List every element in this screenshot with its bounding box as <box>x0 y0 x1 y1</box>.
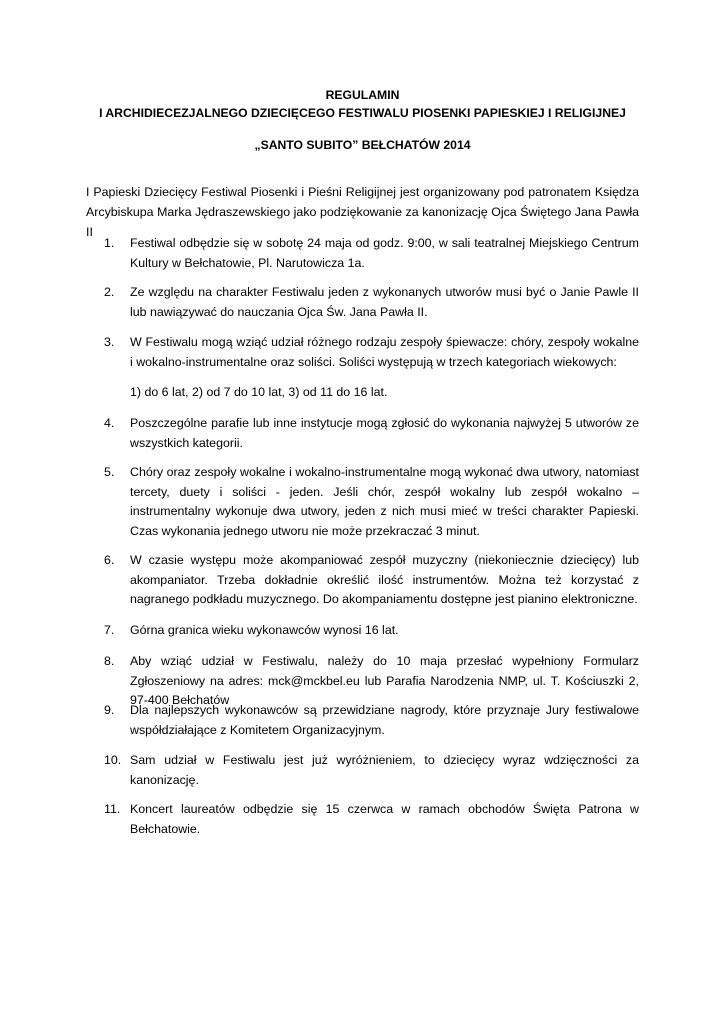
list-item-number: 6. <box>104 553 115 567</box>
title-regulamin: REGULAMIN <box>325 88 400 102</box>
list-item-number: 9. <box>104 703 115 717</box>
list-item-number: 3. <box>104 335 115 349</box>
list-item-number: 10. <box>104 753 122 767</box>
list-item-text: W czasie występu może akompaniować zespół muzyczny (niekoniecznie dziecięcy) lub akompaniator. Trzeba dokładnie określić ilość instrumentów. Można też korzystać z nagranego podkładu muzycznego. Do akompaniamentu dostępne jest pianino elektroniczne. <box>130 553 639 606</box>
list-item-number: 2. <box>104 285 115 299</box>
list-item-text: Festiwal odbędzie się w sobotę 24 maja od godz. 9:00, w sali teatralnej Miejskiego Centrum Kultury w Bełchatowie, Pl. Narutowicza 1a. <box>130 236 639 270</box>
list-item-text: Ze względu na charakter Festiwalu jeden z wykonanych utworów musi być o Janie Pawle II lub nawiązywać do nauczania Ojca Św. Jana Pawła II. <box>130 285 639 319</box>
intro-paragraph: I Papieski Dziecięcy Festiwal Piosenki i Pieśni Religijnej jest organizowany pod patronatem Księdza Arcybiskupa Marka Jędraszewskiego jako podziękowanie za kanonizację Ojca Świętego Jana Pawła II <box>86 185 639 239</box>
list-item-text: Dla najlepszych wykonawców są przewidziane nagrody, które przyznaje Jury festiwalowe współdziałające z Komitetem Organizacyjnym. <box>130 703 639 737</box>
list-item-text: Poszczególne parafie lub inne instytucje mogą zgłosić do wykonania najwyżej 5 utworów ze wszystkich kategorii. <box>130 416 639 450</box>
list-item-text: W Festiwalu mogą wziąć udział różnego rodzaju zespoły śpiewacze: chóry, zespoły wokalne i wokalno-instrumentalne oraz soliści. Soliści występują w trzech kategoriach wiekowych: <box>130 335 639 369</box>
list-item-text: Chóry oraz zespoły wokalne i wokalno-instrumentalne mogą wykonać dwa utwory, natomiast tercety, duety i soliści - jeden. Jeśli chór, zespół wokalny lub zespół wokalno – instrumentalny wykonuje dwa utwory, jeden z nich musi mieć w treści charakter Papieski. Czas wykonania jednego utworu nie może przekraczać 3 minut. <box>130 465 639 538</box>
title-festival-name: I ARCHIDIECEZJALNEGO DZIECIĘCEGO FESTIWALU PIOSENKI PAPIESKIEJ I RELIGIJNEJ <box>99 106 626 120</box>
list-item-text: Górna granica wieku wykonawców wynosi 16 lat. <box>130 623 399 637</box>
title-santo-subito: „SANTO SUBITO” BEŁCHATÓW 2014 <box>254 138 471 152</box>
age-categories: 1) do 6 lat, 2) od 7 do 10 lat, 3) od 11 do 16 lat. <box>130 385 388 399</box>
list-item-number: 5. <box>104 465 115 479</box>
list-item-number: 11. <box>104 802 121 816</box>
list-item-number: 8. <box>104 654 115 668</box>
list-item-number: 1. <box>104 236 115 250</box>
list-item-number: 4. <box>104 416 115 430</box>
list-item-text: Sam udział w Festiwalu jest już wyróżnieniem, to dziecięcy wyraz wdzięczności za kanonizację. <box>130 753 639 787</box>
list-item-text: Aby wziąć udział w Festiwalu, należy do 10 maja przesłać wypełniony Formularz Zgłoszeniowy na adres: mck@mckbel.eu lub Parafia Narodzenia NMP, ul. T. Kościuszki 2, 97-400 Bełchatów <box>130 654 639 707</box>
list-item-text: Koncert laureatów odbędzie się 15 czerwca w ramach obchodów Święta Patrona w Bełchatowie. <box>130 802 639 836</box>
list-item-number: 7. <box>104 623 115 637</box>
